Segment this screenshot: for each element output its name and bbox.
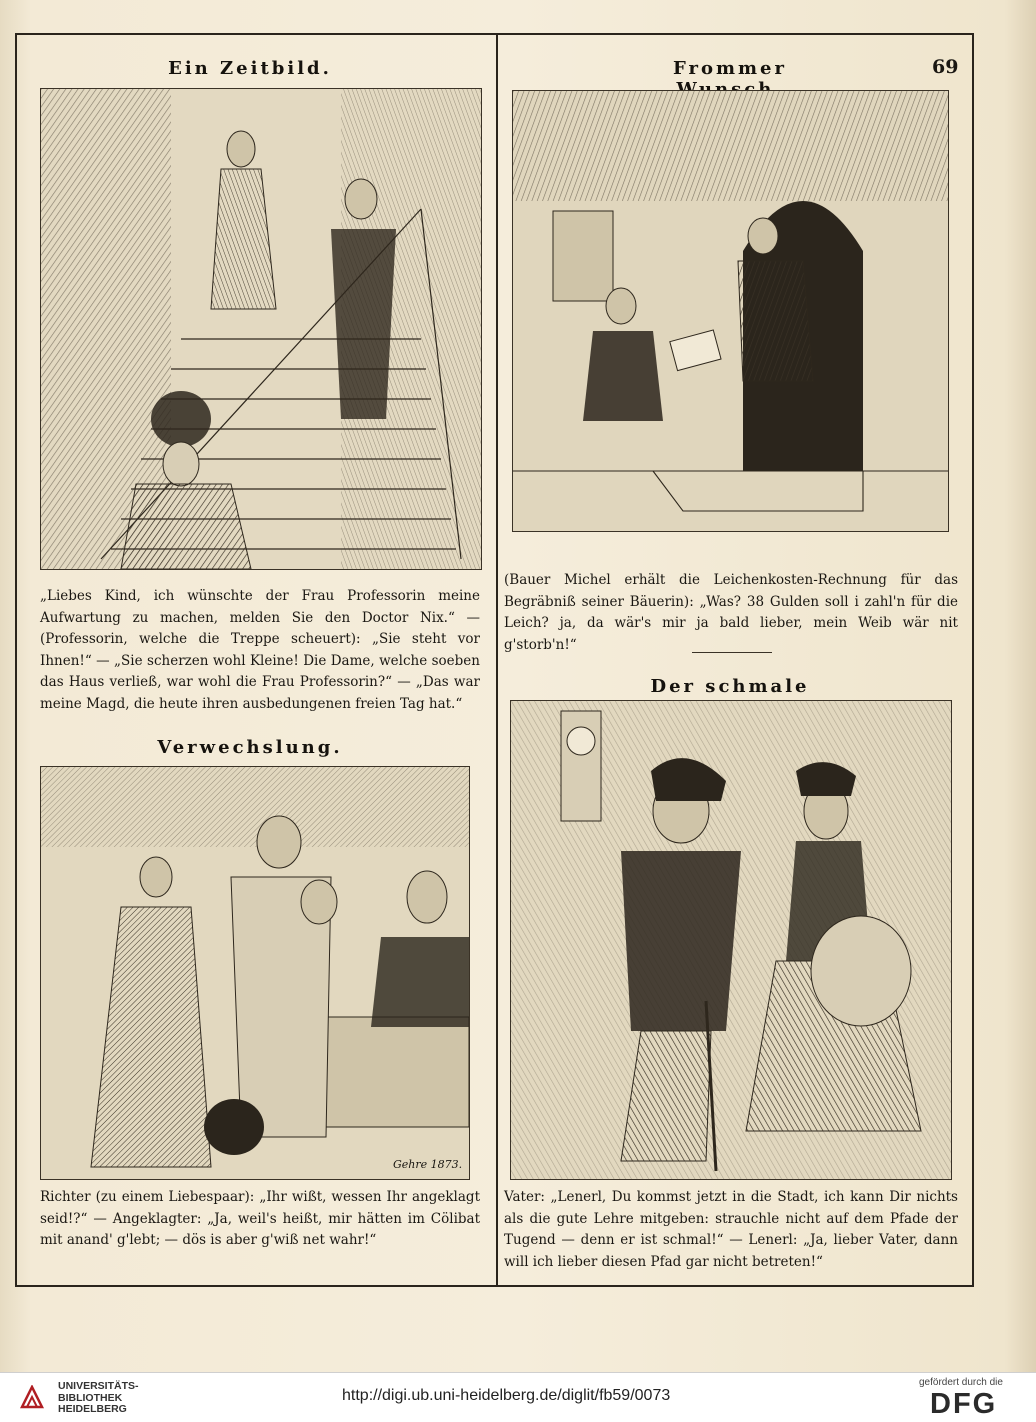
illustration-farmer-bill <box>512 90 949 532</box>
title-weg: Der schmale <box>650 676 810 697</box>
caption-verwechslung: Richter (zu einem Liebespaar): „Ihr wißt, wessen Ihr angeklagt seid!?“ — Angeklagter: „Ja, weil's heißt, mir hätten im Cölibat mit anand' g'lebt; — dös is aber g'wiß net wahr!“ <box>40 1189 480 1248</box>
page-number: 69 <box>932 56 959 78</box>
caption-wunsch: (Bauer Michel erhält die Leichenkosten-Rechnung für das Begräbniß seiner Bäuerin): „Was? 38 Gulden soll i zahl'n für die Leich? ja, da wär's mir ja bald lieber, mein Weib wär nit g'storb'n!“ <box>504 572 958 653</box>
separator-rule <box>692 652 772 653</box>
permalink-url[interactable]: http://digi.ub.uni-heidelberg.de/diglit/fb59/0073 <box>342 1387 671 1404</box>
dfg-logo: DFG <box>930 1388 998 1420</box>
illustration-courtroom <box>40 766 470 1180</box>
caption-zeitbild: „Liebes Kind, ich wünschte der Frau Professorin meine Aufwartung zu machen, melden Sie den Doctor Nix.“ — (Professorin, welche die Treppe scheuert): „Sie steht vor Ihnen!“ — „Sie scherzen wohl Kleine! Die Dame, welche soeben das Haus verließ, war wohl die Frau Professorin?“ — „Das war meine Magd, die heute ihren ausbedungenen freien Tag hat.“ <box>40 588 480 712</box>
artist-signature: Gehre 1873. <box>393 1158 463 1171</box>
caption-weg: Vater: „Lenerl, Du kommst jetzt in die Stadt, ich kann Dir nichts als die gute Lehre mitgeben: strauchle nicht auf dem Pfade der Tugend — denn er ist schmal!“ — Lenerl: „Ja, lieber Vater, dann will ich lieber diesen Pfad gar nicht betreten!“ <box>504 1189 958 1270</box>
library-name-line2: BIBLIOTHEK <box>58 1391 123 1404</box>
viewer-footer <box>0 1372 1036 1422</box>
library-logo-icon <box>20 1385 44 1409</box>
illustration-father-daughter <box>510 700 952 1180</box>
library-name-line3: HEIDELBERG <box>58 1403 127 1415</box>
library-name-line1: UNIVERSITÄTS- <box>58 1380 139 1392</box>
title-zeitbild: Ein Zeitbild. <box>168 58 332 79</box>
funding-note: gefördert durch die <box>919 1377 1003 1388</box>
library-name <box>58 1381 139 1416</box>
illustration-staircase <box>40 88 482 570</box>
title-verwechslung: Verwechslung. <box>157 737 343 758</box>
title-wunsch: Frommer <box>673 58 787 79</box>
column-divider <box>496 33 498 1285</box>
